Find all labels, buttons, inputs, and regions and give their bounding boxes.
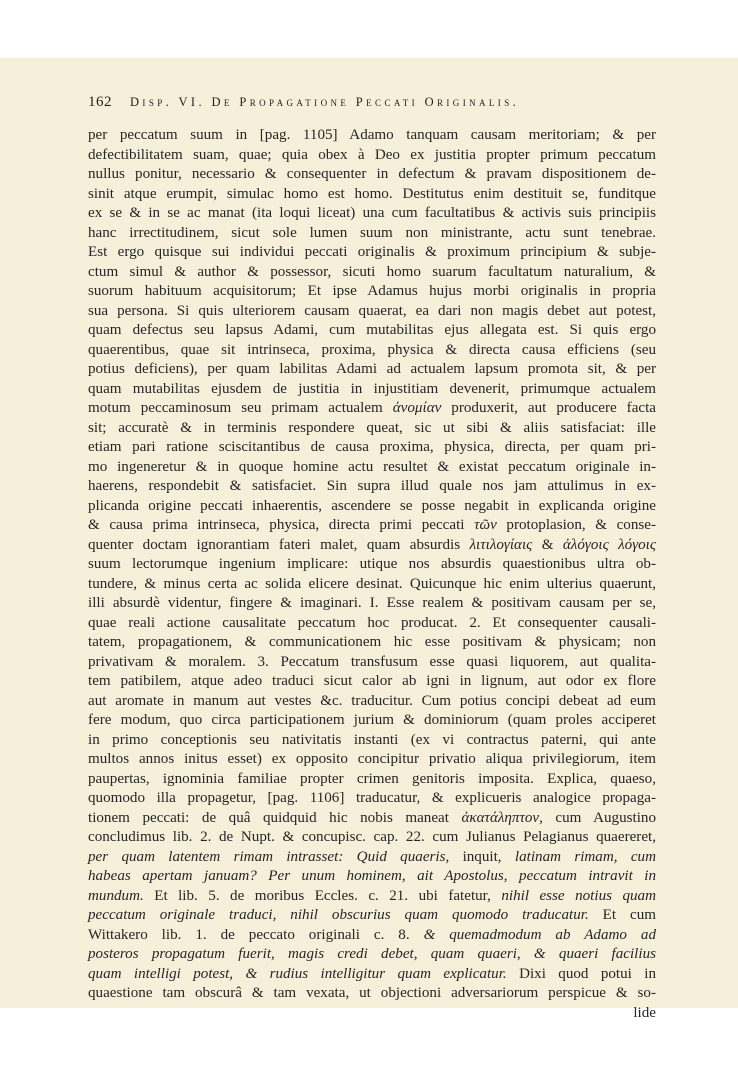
text-run: hanc irrectitudinem, sicut sole lumen suum non ministrante, actu sunt tenebrae. [88, 224, 656, 241]
text-run: quam mutabilitas ejusdem de justitia in injustitiam devenerit, primumque actualem [88, 380, 656, 397]
text-run: etiam pari ratione sciscitantibus de causa proxima, physica, directa, per quam pri- [88, 439, 656, 455]
text-run: & causa prima intrinseca, physica, directa primi peccati [88, 517, 475, 533]
text-line [88, 711, 656, 731]
text-line [88, 575, 656, 595]
text-line [88, 965, 656, 985]
text-run: , cum Augustino [539, 809, 656, 826]
text-run: tundere, & minus certa ac solida elicere desinat. Quicunque hic enim ulterius quaerunt, [88, 575, 656, 592]
italic-text: ἀνομίαν [392, 400, 442, 416]
running-title: Disp. VI. De Propagatione Peccati Originalis. [130, 95, 520, 109]
text-run: Est ergo quisque sui individui peccati originalis & proximum principium & subje- [88, 244, 656, 260]
text-line [88, 692, 656, 712]
text-run: quaerentibus, quae sit intrinseca, proxima, physica & directa causa efficiens (seu [88, 341, 656, 358]
text-run: per peccatum suum in [pag. 1105] Adamo tanquam causam meritoriam; & per [88, 127, 656, 143]
text-line [88, 750, 656, 770]
italic-text: habeas apertam januam? Per unum hominem, ait Apostolus, peccatum intravit in [88, 868, 656, 884]
italic-text: τῶν [474, 517, 497, 533]
text-run: produxerit, aut producere facta [441, 400, 656, 416]
text-line [88, 341, 656, 361]
text-line [88, 516, 656, 536]
text-line [88, 770, 656, 790]
text-line [88, 906, 656, 926]
text-line [88, 146, 656, 166]
text-run: ctum simul & author & possessor, sicuti homo suarum facultatum naturalium, & [88, 263, 656, 280]
text-line [88, 984, 656, 1004]
text-run: quae reali actione causalitate peccatum hoc producat. 2. Et consequenter causali- [88, 614, 656, 631]
text-line [88, 185, 656, 205]
text-run: Et cum [588, 907, 656, 923]
text-line [88, 594, 656, 614]
page-header [88, 93, 656, 115]
text-line [88, 477, 656, 497]
text-run: quomodo illa propagetur, [pag. 1106] traducatur, & explicueris analogice propaga- [88, 790, 656, 806]
text-run: in primo conceptionis seu nativitatis instanti (ex vi contractus paterni, qui ante [88, 731, 656, 748]
text-run: tem patibilem, atque adeo traduci sicut calor ab igni in lignum, aut odor ex flore [88, 673, 656, 689]
text-run: Wittakero lib. 1. de peccato originali c. 8. [88, 926, 424, 943]
text-line [88, 653, 656, 673]
italic-text: latinam rimam, cum [514, 848, 656, 865]
text-run: sit; accuratè & in terminis respondere queat, sic ut sibi & aliis satisfaciat: ille [88, 419, 656, 436]
text-run: Dixi quod potui in [506, 965, 656, 982]
italic-text: per quam latentem rimam intrasset: Quid quaeris, [88, 848, 450, 865]
text-line [88, 321, 656, 341]
text-run: sua persona. Si quis ulteriorem causam quaerat, ea dari non magis debet aut potest, [88, 302, 656, 319]
text-run: privativam & moralem. 3. Peccatum transfusum esse quasi liquorem, aut qualita- [88, 653, 656, 670]
text-run: motum peccaminosum seu primam actualem [88, 400, 393, 416]
text-run: aut aromate in manum aut vestes &c. traducitur. Cum potius concipi debeat ad eum [88, 692, 656, 709]
italic-text: peccatum originale traduci, nihil obscurius quam quomodo traducatur. [88, 907, 589, 923]
text-run: multos annos initus esset) ex opposito concipitur privatio aliqua privilegiorum, item [88, 751, 656, 767]
text-run: inquit, [449, 848, 515, 865]
italic-text: posteros propagatum fuerit, magis credi debet, quam quaeri, & quaeri facilius [88, 946, 656, 962]
text-run: haerens, respondebit & satisfaciet. Sin supra illud quale nos jam attulimus in ex- [88, 478, 656, 494]
text-line [88, 614, 656, 634]
text-run: mo ingeneretur & in quoque homine actu resultet & existat peccatum originale in- [88, 458, 656, 475]
text-line [88, 789, 656, 809]
italic-text: & quemadmodum ab Adamo ad [423, 926, 656, 943]
text-run: tatem, propagationem, & communicationem hic esse positivam & physicam; non [88, 634, 656, 650]
text-line [88, 399, 656, 419]
text-line [88, 497, 656, 517]
text-run: concludimus lib. 2. de Nupt. & concupisc. cap. 22. cum Julianus Pelagianus quaereret, [88, 829, 656, 845]
text-run: tionem peccati: de quâ quidquid hic nobis maneat [88, 809, 462, 826]
text-run: lide [633, 1004, 656, 1021]
book-page [0, 58, 738, 1021]
text-line [88, 126, 656, 146]
text-run: quenter doctam ignorantiam fateri malet, quam absurdis [88, 536, 470, 553]
text-run: nullus ponitur, necessario & consequenter in defectum & pravam dispositionem de- [88, 166, 656, 182]
text-line [88, 380, 656, 400]
text-run: suum lectorumque ingenium implicare: utique nos absurdis quaestionibus ultra ob- [88, 556, 656, 572]
text-run: & [532, 536, 563, 553]
italic-text: λιτιλογίαις [469, 536, 533, 553]
text-run: quaestione tam obscurâ & tam vexata, ut objectioni adversariorum perspicue & so- [88, 985, 656, 1001]
text-line [88, 555, 656, 575]
text-run: Et lib. 5. de moribus Eccles. c. 21. ubi fatetur, [143, 887, 502, 904]
text-run: sinit atque erumpit, simulac homo est homo. Destitutus enim destituit se, funditque [88, 185, 656, 202]
page-number: 162 [88, 94, 112, 110]
text-run: illi absurdè videntur, fingere & imaginari. I. Esse realem & positivam causam per se, [88, 595, 656, 611]
text-run: paupertas, ignominia familiae propter crimen genitoris imposita. Explica, quaeso, [88, 770, 656, 787]
text-line [88, 926, 656, 946]
italic-text: nihil esse notius quam [501, 887, 656, 904]
text-line [88, 672, 656, 692]
text-run: fere modum, quo circa participationem jurium & dominiorum (quam proles acciperet [88, 712, 656, 728]
text-line [88, 302, 656, 322]
text-line [88, 633, 656, 653]
text-line [88, 867, 656, 887]
text-run: defectibilitatem suam, quae; quia obex à Deo ex justitia propter primum peccatum [88, 146, 656, 163]
body-text [88, 126, 656, 1023]
italic-text: ἀκατάληπτον [461, 809, 540, 826]
text-line [88, 536, 656, 556]
text-line [88, 165, 656, 185]
text-line [88, 243, 656, 263]
text-run: quam defectus seu lapsus Adami, cum mutabilitas ejus allegata est. Si quis ergo [88, 322, 656, 338]
text-line [88, 848, 656, 868]
text-line [88, 945, 656, 965]
text-line [88, 828, 656, 848]
text-line [88, 360, 656, 380]
italic-text: quam intelligi potest, & rudius intelligitur quam explicatur. [88, 965, 507, 982]
text-line [88, 204, 656, 224]
text-run: protoplasion, & conse- [496, 517, 656, 533]
text-run: potius deficiens), per quam labilitas Adami ad actualem lapsum promota sit, & per [88, 361, 656, 377]
text-line [88, 1004, 656, 1024]
text-line [88, 438, 656, 458]
italic-text: ἀλόγοις λόγοις [562, 536, 657, 553]
text-line [88, 224, 656, 244]
text-run: ex se & in se ac manat (ita loqui liceat) una cum facultatibus & activis suis principiis [88, 205, 656, 221]
text-run: plicanda origine peccati inhaerentis, ascendere se posse negabit in explicanda origine [88, 497, 656, 514]
text-line [88, 731, 656, 751]
text-line [88, 419, 656, 439]
text-line [88, 458, 656, 478]
text-line [88, 282, 656, 302]
text-line [88, 263, 656, 283]
text-line [88, 809, 656, 829]
italic-text: mundum. [88, 887, 144, 904]
text-line [88, 887, 656, 907]
text-run: suorum habituum acquisitorum; Et ipse Adamus hujus morbi originalis in propria [88, 283, 656, 299]
